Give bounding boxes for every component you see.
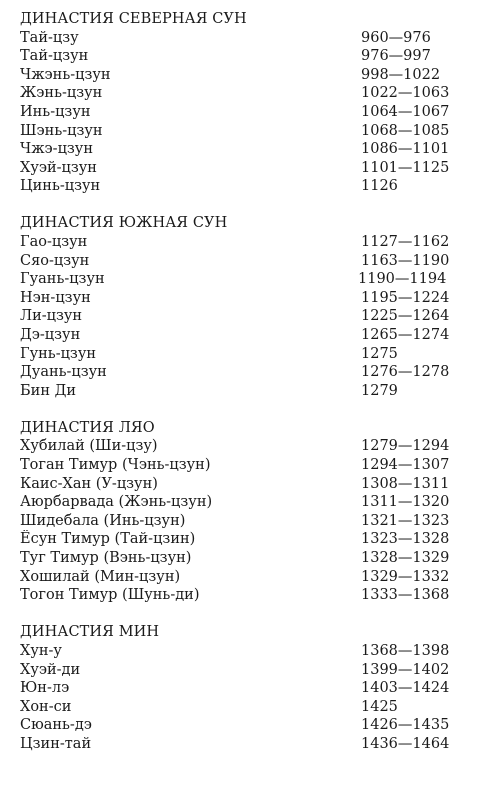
ruler-name: Чжэ-цзун — [20, 141, 93, 158]
reign-years: 1276—1278 — [361, 364, 450, 381]
ruler-row — [20, 363, 480, 382]
dynasty-list-page — [20, 10, 480, 772]
ruler-row — [20, 568, 480, 587]
ruler-row — [20, 493, 480, 512]
ruler-row — [20, 47, 480, 66]
ruler-name: Шидебала (Инь-цзун) — [20, 512, 186, 529]
reign-years: 1403—1424 — [361, 680, 450, 697]
reign-years: 1275 — [361, 345, 398, 362]
section-title: ДИНАСТИЯ МИН — [20, 624, 160, 641]
ruler-row — [20, 549, 480, 568]
reign-years: 1126 — [361, 178, 398, 195]
ruler-name: Гуань-цзун — [20, 271, 105, 288]
reign-years: 1265—1274 — [361, 327, 450, 343]
reign-years: 1294—1307 — [361, 457, 450, 474]
ruler-row — [20, 140, 480, 159]
ruler-name: Сяо-цзун — [20, 252, 90, 269]
ruler-row — [20, 586, 480, 605]
reign-years: 1127—1162 — [361, 234, 450, 251]
reign-years: 1101—1125 — [361, 159, 450, 176]
ruler-name: Чжэнь-цзун — [20, 66, 111, 83]
ruler-row — [20, 289, 480, 308]
ruler-row — [20, 456, 480, 475]
dynasty-section-southern-song — [20, 214, 480, 400]
ruler-name: Хошилай (Мин-цзун) — [20, 568, 181, 585]
dynasty-section-ming — [20, 623, 480, 753]
reign-years: 1311—1320 — [361, 494, 450, 511]
ruler-name: Бин Ди — [20, 382, 77, 399]
ruler-name: Ёсун Тимур (Тай-цзин) — [20, 531, 196, 548]
reign-years: 1399—1402 — [361, 661, 450, 678]
ruler-row — [20, 177, 480, 196]
reign-years: 1323—1328 — [361, 531, 450, 548]
ruler-row — [20, 103, 480, 122]
ruler-name: Туг Тимур (Вэнь-цзун) — [20, 550, 192, 567]
ruler-name: Ли-цзун — [20, 308, 83, 325]
dynasty-section-liao — [20, 419, 480, 605]
reign-years: 1068—1085 — [361, 122, 450, 139]
ruler-name: Сюань-дэ — [20, 717, 92, 734]
reign-years: 1321—1323 — [361, 512, 450, 529]
ruler-name: Тай-цзун — [20, 48, 89, 65]
ruler-name: Жэнь-цзун — [20, 85, 103, 102]
ruler-row — [20, 252, 480, 271]
ruler-row — [20, 661, 480, 680]
ruler-row — [20, 122, 480, 141]
ruler-name: Дуань-цзун — [20, 364, 107, 381]
ruler-name: Тогон Тимур (Шунь-ди) — [20, 587, 200, 604]
ruler-name: Тоган Тимур (Чэнь-цзун) — [20, 457, 211, 474]
ruler-name: Хуэй-ди — [20, 661, 81, 678]
reign-years: 1064—1067 — [361, 103, 450, 120]
ruler-name: Инь-цзун — [20, 103, 91, 120]
ruler-row — [20, 66, 480, 85]
ruler-row — [20, 716, 480, 735]
ruler-name: Тай-цзу — [20, 29, 79, 46]
ruler-name: Юн-лэ — [20, 680, 70, 697]
ruler-row — [20, 84, 480, 103]
reign-years: 1279—1294 — [361, 438, 450, 455]
ruler-row — [20, 345, 480, 364]
ruler-row — [20, 159, 480, 178]
ruler-name: Шэнь-цзун — [20, 122, 103, 139]
reign-years: 1225—1264 — [361, 308, 450, 325]
section-title: ДИНАСТИЯ ЛЯО — [20, 419, 155, 436]
ruler-name: Хон-си — [20, 698, 72, 715]
ruler-name: Гао-цзун — [20, 234, 88, 251]
ruler-row — [20, 382, 480, 401]
section-title: ДИНАСТИЯ ЮЖНАЯ СУН — [20, 215, 228, 232]
reign-years: 1195—1224 — [361, 289, 450, 306]
ruler-row — [20, 326, 480, 345]
reign-years: 1308—1311 — [361, 475, 450, 492]
reign-years: 1022—1063 — [361, 85, 450, 102]
reign-years: 1425 — [361, 698, 398, 715]
ruler-name: Аюрбарвада (Жэнь-цзун) — [20, 494, 213, 511]
reign-years: 1426—1435 — [361, 717, 450, 734]
ruler-row — [20, 679, 480, 698]
ruler-row — [20, 698, 480, 717]
reign-years: 1368—1398 — [361, 642, 450, 659]
ruler-row — [20, 270, 480, 289]
ruler-name: Цинь-цзун — [20, 178, 101, 195]
ruler-name: Хуэй-цзун — [20, 159, 97, 176]
ruler-name: Дэ-цзун — [20, 327, 81, 343]
reign-years: 1328—1329 — [361, 550, 450, 567]
reign-years: 1086—1101 — [361, 141, 450, 158]
reign-years: 960—976 — [361, 29, 431, 46]
reign-years: 1190—1194 — [358, 271, 447, 288]
ruler-row — [20, 475, 480, 494]
ruler-row — [20, 29, 480, 48]
reign-years: 1279 — [361, 382, 398, 399]
section-title: ДИНАСТИЯ СЕВЕРНАЯ СУН — [20, 11, 247, 27]
ruler-name: Каис-Хан (У-цзун) — [20, 475, 158, 492]
reign-years: 1329—1332 — [361, 568, 450, 585]
ruler-row — [20, 233, 480, 252]
ruler-row — [20, 642, 480, 661]
dynasty-section-northern-song — [20, 10, 480, 196]
ruler-row — [20, 512, 480, 531]
reign-years: 998—1022 — [361, 66, 441, 83]
reign-years: 1163—1190 — [361, 252, 450, 269]
ruler-row — [20, 437, 480, 456]
reign-years: 1333—1368 — [361, 587, 450, 604]
ruler-row — [20, 307, 480, 326]
ruler-name: Хубилай (Ши-цзу) — [20, 438, 158, 455]
ruler-row — [20, 530, 480, 549]
ruler-row — [20, 735, 480, 754]
ruler-name: Хун-у — [20, 642, 62, 659]
reign-years: 976—997 — [361, 48, 431, 65]
ruler-name: Нэн-цзун — [20, 289, 91, 306]
reign-years: 1436—1464 — [361, 735, 450, 752]
ruler-name: Гунь-цзун — [20, 345, 97, 362]
ruler-name: Цзин-тай — [20, 735, 92, 752]
